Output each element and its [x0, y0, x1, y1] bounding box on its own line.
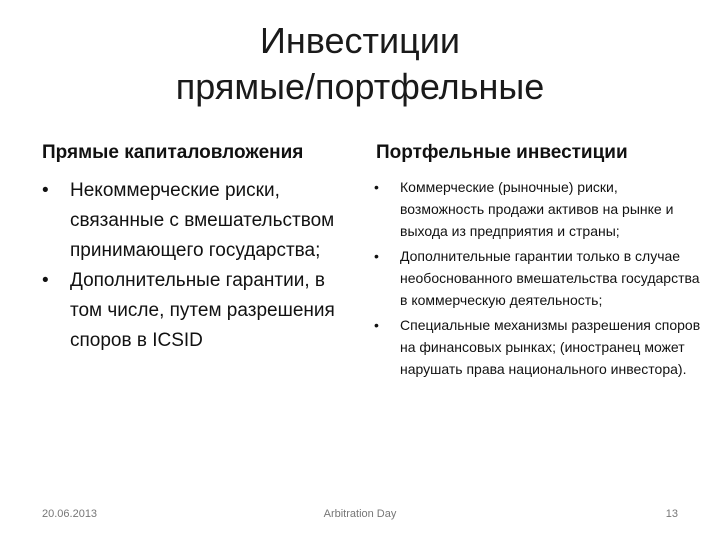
right-list-item-text: Дополнительные гарантии только в случае необоснованного вмешательства государства в коммерческую деятельность; — [400, 248, 700, 308]
slide-title-line-2: прямые/портфельные — [175, 66, 545, 107]
bullet-icon: • — [374, 317, 379, 333]
bullet-icon: • — [42, 270, 49, 291]
right-list-item — [370, 314, 705, 380]
right-list-item — [370, 245, 705, 311]
right-column-heading: Портфельные инвестиции — [376, 142, 628, 163]
bullet-icon: • — [374, 179, 379, 195]
footer-date: 20.06.2013 — [42, 508, 98, 520]
left-list-item-text: Некоммерческие риски, связанные с вмешательством принимающего государства; — [70, 180, 335, 261]
right-list-item-text: Коммерческие (рыночные) риски, возможность продажи активов на рынке и выхода из предприятия и страны; — [400, 179, 674, 239]
left-column-list — [42, 176, 352, 356]
slide-title — [0, 18, 720, 110]
slide-title-line-1: Инвестиции — [260, 20, 460, 61]
left-list-item-text: Дополнительные гарантии, в том числе, путем разрешения споров в ICSID — [70, 270, 335, 351]
bullet-icon: • — [374, 248, 379, 264]
left-column-heading: Прямые капиталовложения — [42, 142, 304, 163]
right-column-list — [370, 176, 705, 383]
bullet-icon: • — [42, 180, 49, 201]
right-list-item — [370, 176, 705, 242]
right-list-item-text: Специальные механизмы разрешения споров на финансовых рынках; (иностранец может нарушать права национального инвестора). — [400, 317, 701, 377]
footer-page-number: 13 — [665, 508, 678, 520]
footer-event: Arbitration Day — [323, 508, 397, 520]
left-list-item — [42, 266, 352, 356]
left-list-item — [42, 176, 352, 266]
